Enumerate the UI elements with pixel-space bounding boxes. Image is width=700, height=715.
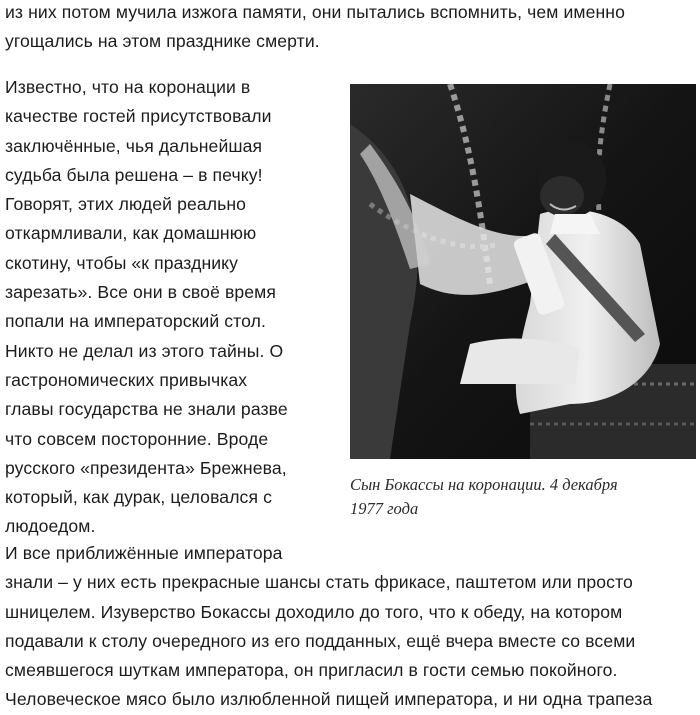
text-line: что совсем посторонние. Вроде [5,428,269,449]
text-line: подавали к столу очередного из его подданных, ещё вчера вместе со всеми [5,630,636,651]
text-line: Никто не делал из этого тайны. О [5,340,284,361]
paragraph-left [5,73,288,542]
text-line: откармливали, как домашнюю [5,223,257,244]
text-line: попали на императорский стол. [5,311,266,332]
text-line: который, как дурак, целовался с [5,487,272,508]
text-line: качестве гостей присутствовали [5,106,272,127]
text-line: Известно, что на коронации в [5,77,251,97]
paragraph-top [5,0,625,57]
coronation-photo [350,84,696,459]
text-line: заключённые, чья дальнейшая [5,135,263,156]
text-line: из них потом мучила изжога памяти, они пытались вспомнить, чем именно [5,2,625,22]
text-line: шницелем. Изуверство Бокассы доходило до того, что к обеду, на котором [5,601,623,622]
photo-caption [350,473,696,521]
text-line: русского «президента» Брежнева, [5,457,287,478]
paragraph-bottom [5,539,652,715]
text-line: главы государства не знали разве [5,399,288,420]
photo-figure [350,84,696,521]
text-line: смеявшегося шуткам императора, он пригласил в гости семью покойного. [5,660,618,681]
text-line: И все приближённые императора [5,543,283,563]
text-line: зарезать». Все они в своё время [5,282,276,303]
text-line: скотину, чтобы «к празднику [5,252,239,273]
text-line: судьба была решена – в печку! [5,164,263,185]
text-line: знали – у них есть прекрасные шансы стать фрикасе, паштетом или просто [5,572,633,593]
text-line: людоедом. [5,516,96,537]
caption-line: Сын Бокассы на коронации. 4 декабря [350,475,618,494]
text-line: угощались на этом празднике смерти. [5,31,320,52]
text-line: Говорят, этих людей реально [5,194,247,215]
caption-line: 1977 года [350,499,419,518]
text-line: гастрономических привычках [5,369,248,390]
text-line: Человеческое мясо было излюбленной пищей императора, и ни одна трапеза [5,689,653,710]
